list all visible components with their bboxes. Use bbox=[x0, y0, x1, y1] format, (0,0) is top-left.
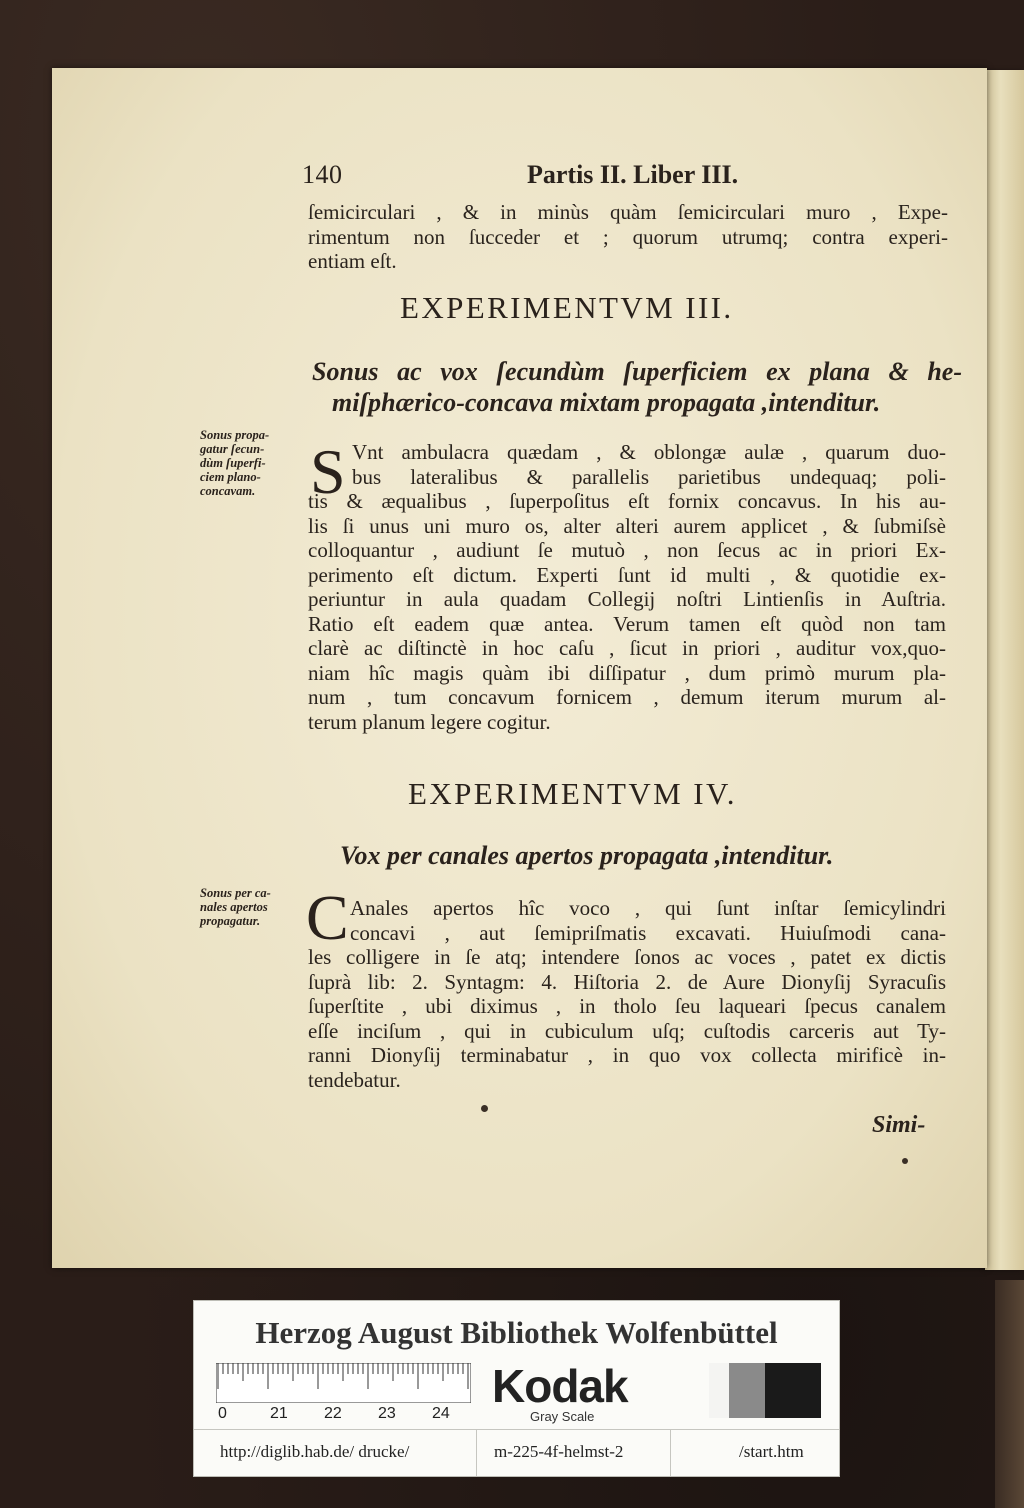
text-line: lis ſi unus uni muro os, alter alteri aurem applicet , & ſubmiſsè bbox=[308, 513, 946, 538]
margin-note-line: ciem plano- bbox=[200, 470, 261, 484]
text-line: ranni Dionyſij terminabatur , in quo vox collecta mirificè in- bbox=[308, 1043, 946, 1067]
kodak-logo: Kodak bbox=[492, 1360, 628, 1412]
text-line: rimentum non ſucceder et ; quorum utrumq; contra experi- bbox=[308, 224, 948, 249]
divider bbox=[670, 1430, 671, 1476]
ink-blot bbox=[481, 1105, 488, 1112]
text-line: ſuperſtite , ubi diximus , in tholo ſeu laqueari ſpecus canalem bbox=[308, 994, 946, 1018]
book-edge bbox=[995, 1280, 1024, 1508]
text-line: tendebatur. bbox=[308, 1067, 401, 1092]
subtitle-line: Sonus ac vox ſecundùm ſuperficiem ex plana & he- bbox=[312, 357, 962, 386]
text-line: perimento eſt dictum. Experti ſunt id multi , & quotidie ex- bbox=[308, 562, 946, 587]
experiment-4-subtitle: Vox per canales apertos propagata ,intenditur. bbox=[340, 841, 834, 870]
margin-note-line: concavam. bbox=[200, 484, 256, 498]
ruler-label: 0 bbox=[218, 1405, 227, 1422]
drop-cap-c: C bbox=[306, 882, 349, 953]
margin-note-line: gatur ſecun- bbox=[200, 442, 265, 456]
margin-note-line: dùm ſuperfi- bbox=[200, 456, 266, 470]
experiment-3-paragraph-cont bbox=[308, 489, 946, 734]
text-line: les colligere in ſe atq; intendere ſonos ac voces , patet ex dictis bbox=[308, 945, 946, 969]
drop-cap-s: S bbox=[310, 436, 346, 507]
running-title: Partis II. Liber III. bbox=[527, 160, 739, 189]
ruler-label: 24 bbox=[432, 1405, 450, 1422]
text-line: clarè ac diſtinctè in hoc caſu , ſicut in priori , auditur vox,quo- bbox=[308, 636, 946, 660]
intro-paragraph bbox=[308, 200, 948, 274]
ruler-label: 22 bbox=[324, 1405, 342, 1422]
gray-swatch-mid bbox=[729, 1363, 765, 1418]
ruler-label: 23 bbox=[378, 1405, 396, 1422]
text-line: colloquantur , audiunt ſe mutuò , non ſecus ac in priori Ex- bbox=[308, 538, 946, 562]
url-right: /start.htm bbox=[739, 1442, 804, 1461]
color-calibration-card bbox=[193, 1300, 840, 1477]
text-line: Vnt ambulacra quædam , & oblongæ aulæ , quarum duo- bbox=[352, 440, 946, 464]
text-line: Anales apertos hîc voco , qui ſunt inſtar ſemicylindri bbox=[350, 896, 946, 920]
text-line: niam hîc magis quàm ibi diſſipatur , dum primò murum pla- bbox=[308, 660, 946, 685]
margin-note-experiment-3 bbox=[200, 428, 269, 498]
divider bbox=[476, 1430, 477, 1476]
ink-blot bbox=[902, 1158, 908, 1164]
experiment-3-heading: EXPERIMENTVM III. bbox=[400, 290, 734, 325]
gray-scale-label: Gray Scale bbox=[530, 1409, 595, 1424]
experiment-3-paragraph bbox=[352, 440, 946, 489]
text-line: eſſe inciſum , qui in cubiculum uſq; cuſtodis carceris aut Ty- bbox=[308, 1018, 946, 1043]
text-line: terum planum legere cogitur. bbox=[308, 709, 551, 734]
experiment-4-heading: EXPERIMENTVM IV. bbox=[408, 776, 737, 811]
library-name: Herzog August Bibliothek Wolfenbüttel bbox=[255, 1315, 778, 1350]
gray-swatch-black bbox=[765, 1363, 821, 1418]
gray-swatch-white bbox=[709, 1363, 729, 1418]
text-line: concavi , aut ſemipriſmatis excavati. Huiuſmodi cana- bbox=[350, 920, 946, 945]
text-line: num , tum concavum fornicem , demum iterum murum al- bbox=[308, 685, 946, 709]
text-line: entiam eſt. bbox=[308, 249, 397, 273]
experiment-4-paragraph bbox=[350, 896, 946, 945]
ruler-label: 21 bbox=[270, 1405, 288, 1422]
page-number: 140 bbox=[302, 160, 343, 189]
text-line: periuntur in aula quadam Collegij noſtri Lintienſis in Auſtria. bbox=[308, 587, 946, 611]
margin-note-experiment-4 bbox=[200, 886, 271, 928]
experiment-4-paragraph-cont bbox=[308, 945, 946, 1092]
catchword: Simi- bbox=[872, 1112, 926, 1138]
subtitle-line: miſphærico-concava mixtam propagata ,intenditur. bbox=[332, 388, 881, 417]
text-line: bus lateralibus & parallelis parietibus undequaq; poli- bbox=[352, 464, 946, 489]
experiment-3-subtitle bbox=[312, 356, 962, 418]
next-page-edge bbox=[985, 70, 1024, 1270]
text-line: ſuprà lib: 2. Syntagm: 4. Hiſtoria 2. de Aure Dionyſij Syracuſis bbox=[308, 969, 946, 994]
url-middle: m-225-4f-helmst-2 bbox=[494, 1442, 624, 1461]
text-line: ſemicirculari , & in minùs quàm ſemicirculari muro , Expe- bbox=[308, 200, 948, 224]
margin-note-line: Sonus per ca- bbox=[200, 886, 271, 900]
margin-note-line: propagatur. bbox=[200, 914, 261, 928]
card-footer bbox=[194, 1429, 839, 1476]
url-left: http://diglib.hab.de/ drucke/ bbox=[220, 1442, 410, 1461]
margin-note-line: Sonus propa- bbox=[200, 428, 270, 442]
margin-note-line: nales apertos bbox=[200, 900, 268, 914]
text-line: tis & æqualibus , ſuperpoſitus eſt fornix concavus. In his au- bbox=[308, 489, 946, 513]
ruler-scale bbox=[216, 1363, 471, 1403]
text-line: Ratio eſt eadem quæ antea. Verum tamen eſt quòd non tam bbox=[308, 611, 946, 636]
